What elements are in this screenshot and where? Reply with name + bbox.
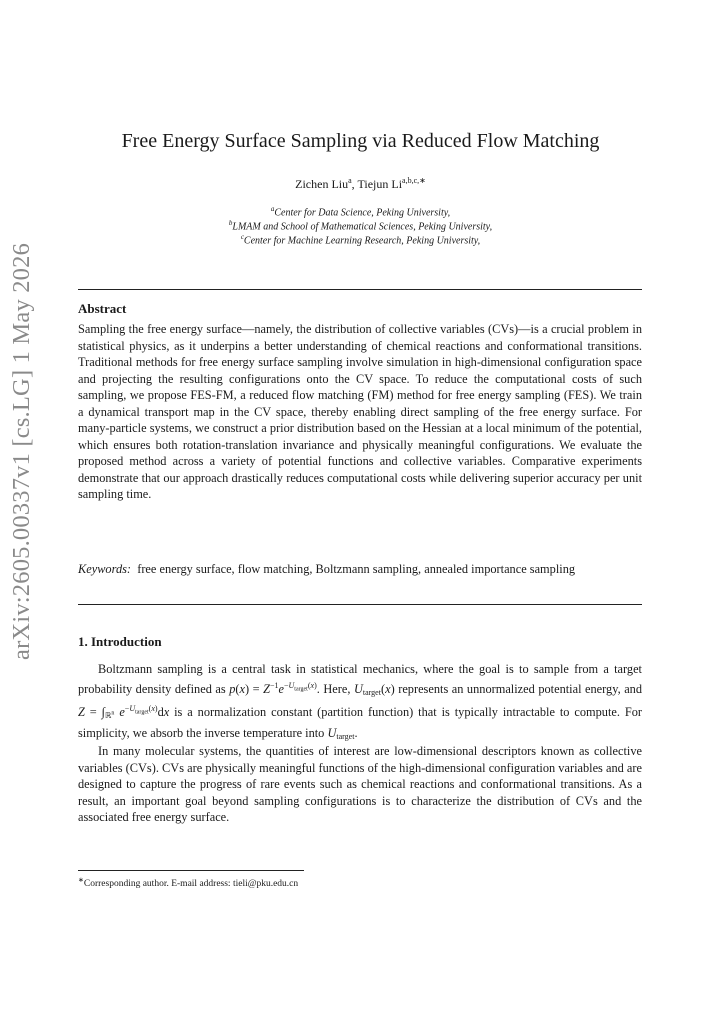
affiliation <box>0 233 721 246</box>
author-affil-mark: a,b,c,∗ <box>402 176 426 185</box>
author-list: Zichen Liu$^a$, Tiejun $Li^{a,b,c,∗}$ <box>295 176 426 191</box>
text-run: represents an unnormalized potential energy, and <box>394 681 643 696</box>
footnote-mark: ∗ <box>78 876 84 884</box>
text-run: Boltzmann sampling is a central task in statistical mechanics, where the goal is to sample from a target probability density defined as <box>78 662 642 696</box>
affiliation-mark: c <box>240 233 244 241</box>
text-run: . Here, <box>316 681 354 696</box>
abstract-heading: Abstract <box>78 301 127 316</box>
footnote <box>78 876 298 889</box>
author-name: Zichen Liu <box>295 177 349 191</box>
math-potential: U <box>327 725 337 740</box>
math-partition: Z <box>78 705 85 719</box>
affiliation-text: Center for Data Science, Peking University, <box>274 207 451 219</box>
text-run: is a normalization constant (partition function) that is typically intractable to compute. For simplicity, we absorb the inverse temperature into <box>78 705 643 740</box>
affiliation <box>0 219 721 232</box>
arxiv-identifier: arXiv:2605.00337v1 [cs.LG] 1 May 2026 <box>8 242 35 660</box>
math-density: p <box>229 681 236 696</box>
intro-paragraph-2: In many molecular systems, the quantities of interest are low-dimensional descriptors known as collective variables (CVs). CVs are physically meaningful functions of the high-dimensional configuration variables and are designed to capture the progress of rare events such as chemical reactions and conformational transitions. As a result, an important goal beyond sampling configurations is to characterize the distribution of CVs and the associated free energy surface. <box>78 744 642 824</box>
author-affil-mark: a <box>348 176 352 185</box>
section-heading-introduction: 1. Introduction <box>78 634 162 649</box>
affiliation-text: LMAM and School of Mathematical Sciences, Peking University, <box>232 221 493 233</box>
affiliation-mark: b <box>228 219 233 227</box>
footnote-rule <box>78 870 304 871</box>
text-run: . <box>354 725 358 740</box>
math-potential: U <box>353 681 363 696</box>
author-name: Tiejun Li <box>357 177 403 191</box>
paper-title: Free Energy Surface Sampling via Reduced Flow Matching <box>121 130 600 152</box>
abstract-top-rule <box>78 289 642 290</box>
abstract-bottom-rule <box>78 604 642 605</box>
keywords <box>78 561 642 578</box>
affiliation-text: Center for Machine Learning Research, Peking University, <box>243 235 481 247</box>
affiliation <box>0 205 721 218</box>
intro-paragraph-1: Boltzmann sampling is a central task in statistical mechanics, where the goal is to sample from a target probability density defined as $p(x) = Z^{-1}e^{-U_{target}(x)}$. Here, $U_{target}(x)$ represents an unnormalized potential energy, and $Z = \int_{ℝ^n}$ $e^{-U_{target}(x)}dx$ is a normalization constant (partition function) that is typically intractable to compute. For simplicity, we absorb the inverse temperature into $U_{target}$. <box>78 662 643 741</box>
footnote-text: Corresponding author. E-mail address: tieli@pku.edu.cn <box>83 879 299 890</box>
abstract-text: Sampling the free energy surface—namely, the distribution of collective variables (CVs)—is a crucial problem in statistical physics, as it underpins a better understanding of chemical reactions and conformational transitions. Traditional methods for free energy surface sampling involve simulation in high-dimensional configuration space and projecting the resulting configurations onto the CV space. To reduce the computational costs of such sampling, we propose FES-FM, a reduced flow matching (FM) method for free energy sampling (FES). We train a dynamical transport map in the CV space, thereby enabling direct sampling of the free energy surface. For many-particle systems, we construct a prior distribution based on the Hessian at a local minimum of the potential, which ensures both rotation-translation invariance and physically meaningful configurations. We evaluate the proposed method across a variety of potential functions and collective variables. Comparative experiments demonstrate that our approach drastically reduces computational costs while delivering superior accuracy per unit sampling time. <box>78 322 642 501</box>
affiliation-mark: a <box>270 205 275 213</box>
keywords-list: free energy surface, flow matching, Boltzmann sampling, annealed importance sampling <box>137 562 576 576</box>
keywords-label: Keywords: <box>78 562 132 576</box>
